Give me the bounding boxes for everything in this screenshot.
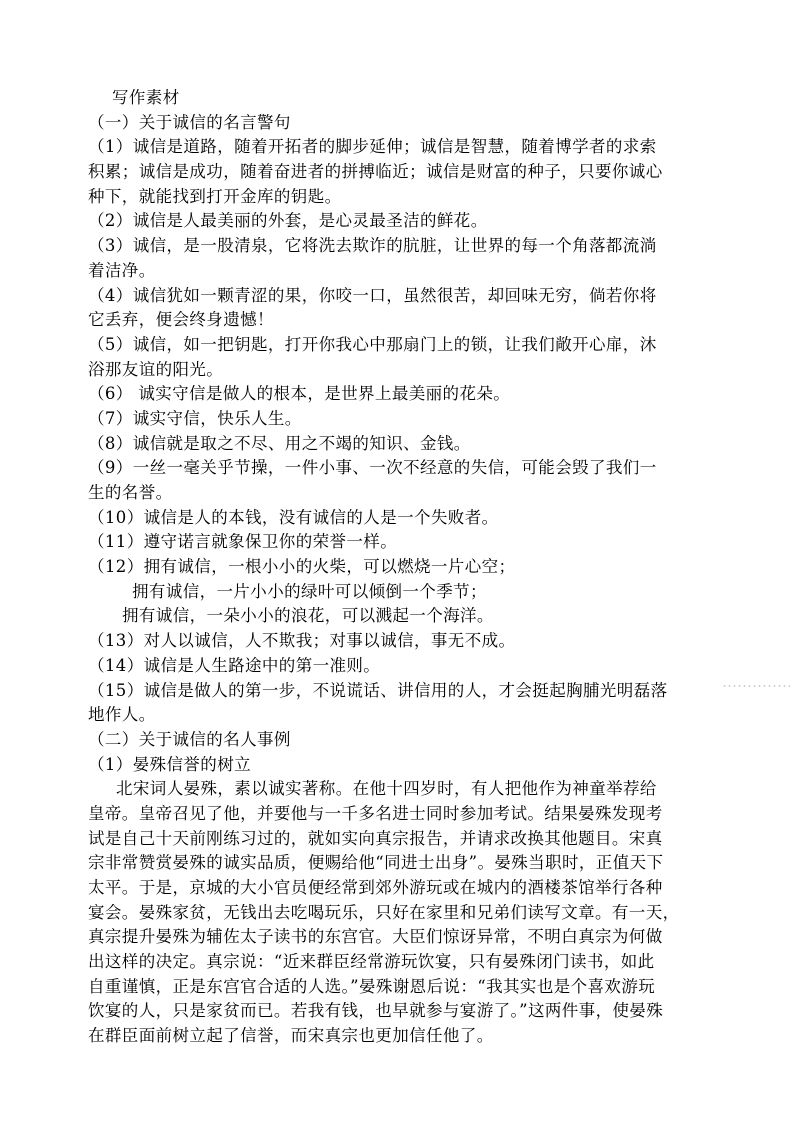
- quote-5-line-2: 浴那友谊的阳光。: [88, 359, 224, 379]
- story-1-line-6: 宴会。晏殊家贫，无钱出去吃喝玩乐，只好在家里和兄弟们读写文章。有一天，: [88, 902, 680, 922]
- quote-2: （2）诚信是人最美丽的外套，是心灵最圣洁的鲜花。: [88, 211, 488, 231]
- story-1-line-11: 在群臣面前树立起了信誉，而宋真宗也更加信任他了。: [88, 1026, 494, 1046]
- quote-1-line-3: 种下，就能找到打开金库的钥匙。: [88, 186, 342, 206]
- story-1-line-10: 饮宴的人，只是家贫而已。若我有钱，也早就参与宴游了。”这两件事，使晏殊: [88, 1001, 664, 1021]
- quote-14: （14）诚信是人生路途中的第一准则。: [88, 655, 381, 675]
- quote-3-line-1: （3）诚信，是一股清泉，它将洗去欺诈的肮脏，让世界的每一个角落都流淌: [88, 236, 657, 256]
- quote-12-line-3: 拥有诚信，一朵小小的浪花，可以溅起一个海洋。: [122, 606, 494, 626]
- story-1-line-7: 真宗提升晏殊为辅佐太子读书的东宫官。大臣们惊讶异常，不明白真宗为何做: [88, 927, 663, 947]
- dotted-mark: [722, 685, 790, 687]
- quote-6: （6） 诚实守信是做人的根本，是世界上最美丽的花朵。: [88, 384, 511, 404]
- section-heading-quotes: （一）关于诚信的名言警句: [88, 112, 291, 132]
- quote-4-line-1: （4）诚信犹如一颗青涩的果，你咬一口，虽然很苦，却回味无穷，倘若你将: [88, 285, 657, 305]
- story-1-title: （1）晏殊信誉的树立: [88, 754, 251, 774]
- quote-4-line-2: 它丢弃，便会终身遗憾！: [88, 310, 274, 330]
- quote-11: （11）遵守诺言就象保卫你的荣誉一样。: [88, 532, 398, 552]
- story-1-line-9: 自重谨慎，正是东宫官合适的人选。”晏殊谢恩后说：“我其实也是个喜欢游玩: [88, 976, 656, 996]
- quote-1-line-1: （1）诚信是道路，随着开拓者的脚步延伸；诚信是智慧，随着博学者的求索: [88, 137, 657, 157]
- quote-13: （13）对人以诚信，人不欺我；对事以诚信，事无不成。: [88, 631, 516, 651]
- quote-10: （10）诚信是人的本钱，没有诚信的人是一个失败者。: [88, 507, 499, 527]
- quote-7: （7）诚实守信，快乐人生。: [88, 408, 302, 428]
- quote-9-line-2: 生的名誉。: [88, 483, 173, 502]
- quote-9-line-1: （9）一丝一毫关乎节操，一件小事、一次不经意的失信，可能会毁了我们一: [88, 458, 657, 478]
- document-body: [88, 86, 728, 1049]
- document-title: 写作素材: [112, 88, 180, 107]
- quote-12-line-1: （12）拥有诚信，一根小小的火柴，可以燃烧一片心空；: [88, 557, 516, 577]
- quote-12-line-2: 拥有诚信，一片小小的绿叶可以倾倒一个季节；: [132, 581, 487, 601]
- story-1-line-4: 宗非常赞赏晏殊的诚实品质，便赐给他“同进士出身”。晏殊当职时，正值天下: [88, 853, 664, 873]
- story-1-line-5: 太平。于是，京城的大小官员便经常到郊外游玩或在城内的酒楼茶馆举行各种: [88, 878, 663, 897]
- story-1-line-1: 北宋词人晏殊，素以诚实著称。在他十四岁时，有人把他作为神童举荐给: [116, 779, 657, 799]
- story-1-line-2: 皇帝。皇帝召见了他，并要他与一千多名进士同时参加考试。结果晏殊发现考: [88, 803, 663, 823]
- quote-5-line-1: （5）诚信，如一把钥匙，打开你我心中那扇门上的锁，让我们敞开心扉，沐: [88, 334, 657, 354]
- quote-15-line-2: 地作人。: [88, 705, 156, 725]
- quote-3-line-2: 着洁净。: [88, 260, 156, 280]
- story-1-line-3: 试是自己十天前刚练习过的，就如实向真宗报告，并请求改换其他题目。宋真: [88, 828, 663, 848]
- quote-1-line-2: 积累；诚信是成功，随着奋进者的拼搏临近；诚信是财富的种子，只要你诚心: [88, 162, 663, 182]
- section-heading-stories: （二）关于诚信的名人事例: [88, 729, 291, 749]
- quote-15-line-1: （15）诚信是做人的第一步，不说谎话、讲信用的人，才会挺起胸脯光明磊落: [88, 680, 668, 700]
- quote-8: （8）诚信就是取之不尽、用之不竭的知识、金钱。: [88, 433, 471, 453]
- story-1-line-8: 出这样的决定。真宗说：“近来群臣经常游玩饮宴，只有晏殊闭门读书，如此: [88, 952, 655, 972]
